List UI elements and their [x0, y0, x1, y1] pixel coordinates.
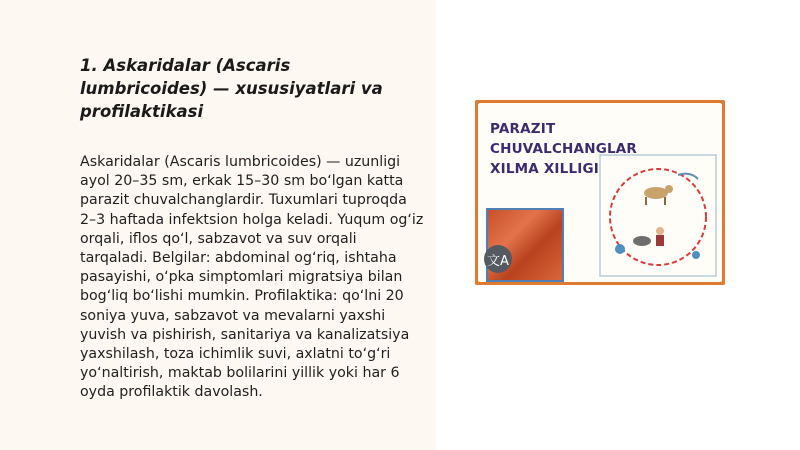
figure-title-line-3: XILMA XILLIGI — [490, 161, 599, 177]
person-icon — [633, 227, 664, 246]
slide-title: 1. Askaridalar (Ascaris lumbricoides) — xususiyatlari va profilaktikasi — [80, 56, 383, 121]
translate-button[interactable] — [484, 245, 512, 273]
figure-title-line-1: PARAZIT — [490, 121, 556, 137]
translate-icon: 文A — [487, 253, 509, 269]
figure-title-line-2: CHUVALCHANGLAR — [490, 141, 638, 157]
cycle-marker-icon — [615, 244, 625, 254]
life-cycle-diagram — [598, 153, 718, 278]
figure-canvas — [478, 103, 722, 282]
slide-body-text: Askaridalar (Ascaris lumbricoides) — uzunligi ayol 20–35 sm, erkak 15–30 sm boʻlgan katta parazit chuvalchanglardir. Tuxumlari tuproqda 2–3 haftada infektsion holga keladi. Yuqum ogʻiz orqali, iflos qoʻl, sabzavot va suv orqali tarqaladi. Belgilar: abdominal ogʻriq, ishtaha pasayishi, oʻpka simptomlari migratsiya bilan bogʻliq boʻlishi mumkin. Profilaktika: qoʻlni 20 soniya yuva, sabzavot va mevalarni yaxshi yuvish va pishirish, sanitariya va kanalizatsiya yaxshilash, toza ichimlik suvi, axlatni toʻgʻri yoʻnaltirish, maktab bolilarini yillik yoki har 6 oyda profilaktik davolash. — [80, 154, 424, 401]
parasite-figure — [475, 100, 725, 285]
animal-icon — [644, 185, 673, 205]
cycle-marker-icon — [692, 251, 700, 259]
worm-icon — [678, 174, 698, 179]
